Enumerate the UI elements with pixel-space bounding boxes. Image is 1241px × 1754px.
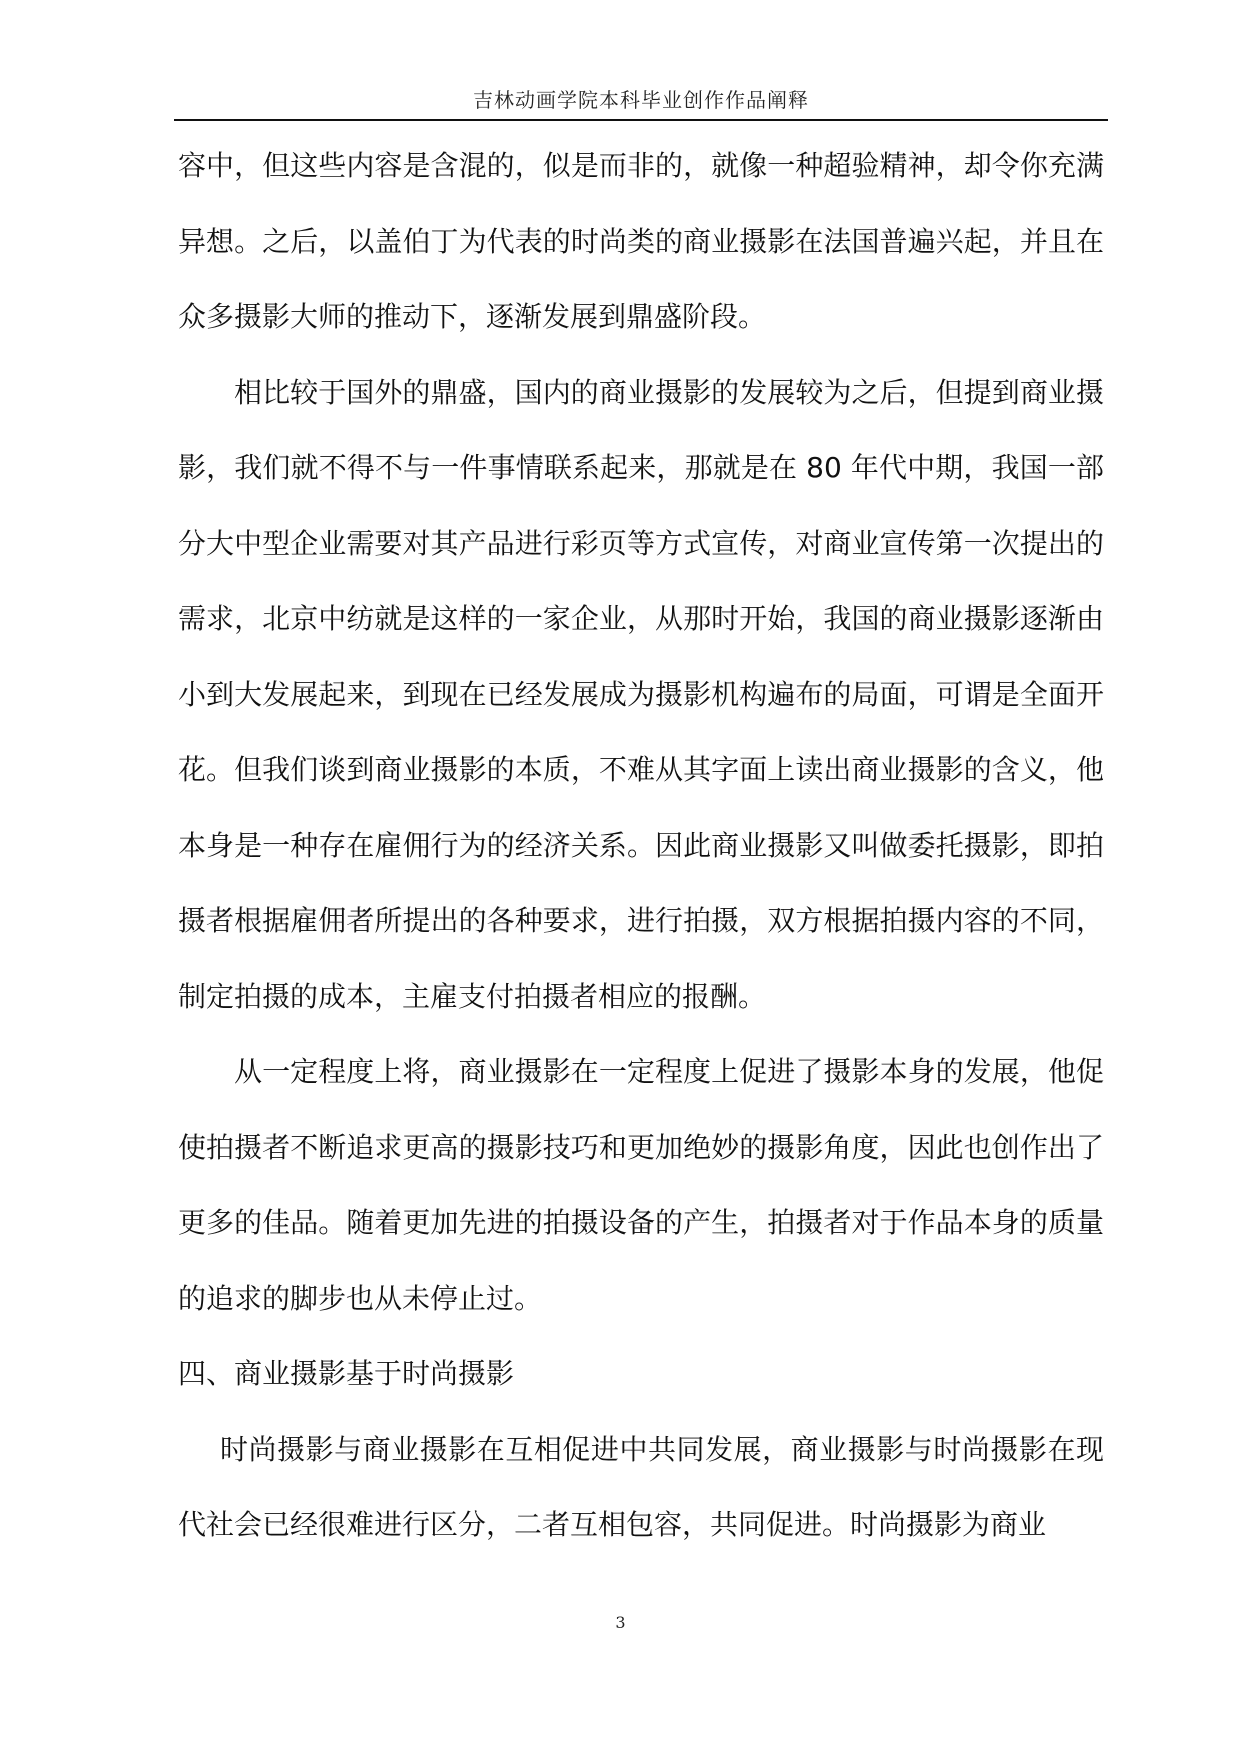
paragraph-development-impact: 从一定程度上将，商业摄影在一定程度上促进了摄影本身的发展，他促使拍摄者不断追求更高的摄影技巧和更加绝妙的摄影角度，因此也创作出了更多的佳品。随着更加先进的拍摄设备的产生，拍摄者对于作品本身的质量的追求的脚步也从未停止过。 <box>178 1055 1104 1315</box>
paragraph-fashion-commercial: 时尚摄影与商业摄影在互相促进中共同发展，商业摄影与时尚摄影在现代社会已经很难进行区分，二者互相包容，共同促进。时尚摄影为商业 <box>178 1432 1104 1541</box>
header-divider <box>174 119 1108 121</box>
page-number: 3 <box>615 1613 626 1632</box>
paragraph-domestic-commercial-photography: 相比较于国外的鼎盛，国内的商业摄影的发展较为之后，但提到商业摄影，我们就不得不与一件事情联系起来，那就是在 80 年代中期，我国一部分大中型企业需要对其产品进行彩页等方式宣传，对商业宣传第一次提出的需求，北京中纺就是这样的一家企业，从那时开始，我国的商业摄影逐渐由小到大发展起来，到现在已经发展成为摄影机构遍布的局面，可谓是全面开花。但我们谈到商业摄影的本质，不难从其字面上读出商业摄影的含义，他本身是一种存在雇佣行为的经济关系。因此商业摄影又叫做委托摄影，即拍摄者根据雇佣者所提出的各种要求，进行拍摄，双方根据拍摄内容的不同，制定拍摄的成本，主雇支付拍摄者相应的报酬。 <box>178 375 1104 1013</box>
body-text <box>178 128 1104 1563</box>
section-heading: 四、商业摄影基于时尚摄影 <box>178 1357 515 1390</box>
running-header: 吉林动画学院本科毕业创作作品阐释 <box>473 88 809 112</box>
paragraph-continuation: 容中，但这些内容是含混的，似是而非的，就像一种超验精神，却令你充满异想。之后，以盖伯丁为代表的时尚类的商业摄影在法国普遍兴起，并且在众多摄影大师的推动下，逐渐发展到鼎盛阶段。 <box>178 149 1104 333</box>
